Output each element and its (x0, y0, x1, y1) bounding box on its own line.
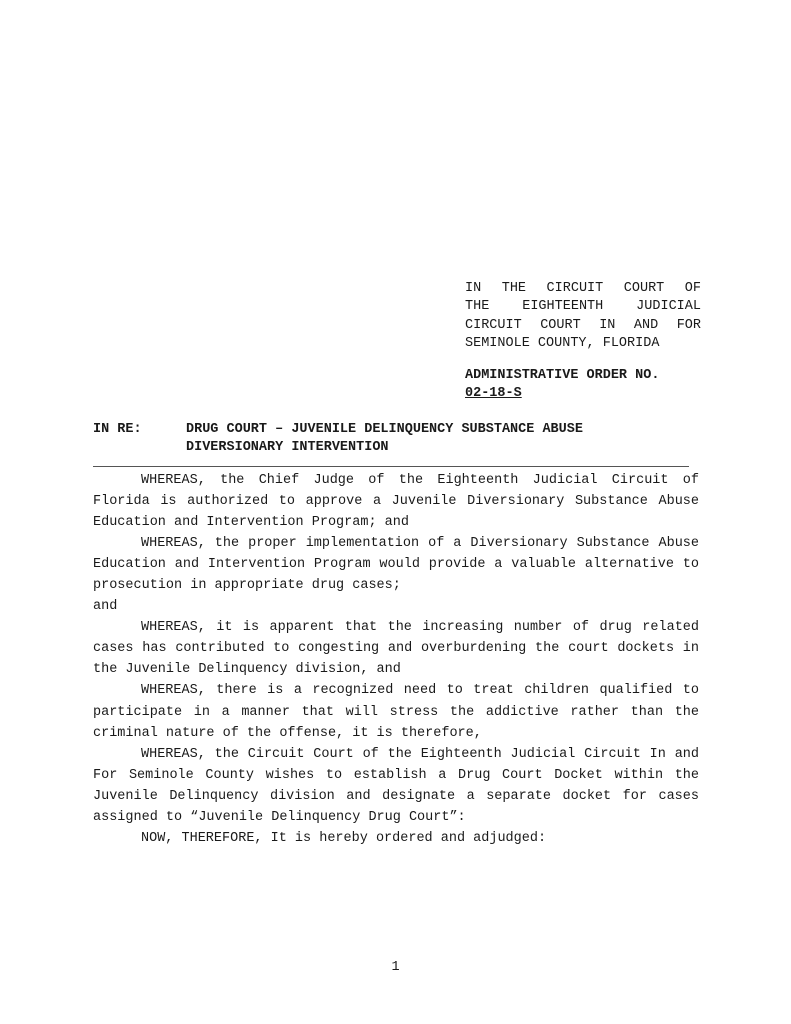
paragraph-continuation: and (93, 599, 118, 615)
court-heading-line: IN THE CIRCUIT COURT OF (465, 281, 701, 296)
in-re-title-line: DIVERSIONARY INTERVENTION (186, 440, 389, 455)
court-heading-line: SEMINOLE COUNTY, FLORIDA (465, 335, 660, 351)
horizontal-rule (93, 466, 689, 467)
in-re-label: IN RE: (93, 422, 142, 437)
in-re-title (186, 421, 706, 457)
order-body (93, 470, 699, 849)
court-heading-line: CIRCUIT COURT IN AND FOR (465, 317, 701, 333)
whereas-paragraph: WHEREAS, the proper implementation of a Diversionary Substance Abuse Education and Intervention Program would provide a valuable alternative to prosecution in appropriate drug cases; (93, 536, 699, 594)
court-heading-line: THE EIGHTEENTH JUDICIAL (465, 299, 701, 315)
whereas-paragraph: WHEREAS, the Circuit Court of the Eighteenth Judicial Circuit In and For Seminole County wishes to establish a Drug Court Docket within the Juvenile Delinquency division and designate a separate docket for cases assigned to “Juvenile Delinquency Drug Court”: (93, 746, 699, 825)
whereas-paragraph: WHEREAS, there is a recognized need to treat children qualified to participate in a manner that will stress the addictive rather than the criminal nature of the offense, it is therefore, (93, 683, 699, 741)
order-number: 02-18-S (465, 386, 522, 402)
order-paragraph: NOW, THEREFORE, It is hereby ordered and adjudged: (141, 830, 547, 846)
court-heading (465, 280, 701, 353)
administrative-order-heading (465, 367, 701, 404)
in-re-title-line: DRUG COURT – JUVENILE DELINQUENCY SUBSTANCE ABUSE (186, 422, 583, 437)
order-label: ADMINISTRATIVE ORDER NO. (465, 368, 660, 383)
whereas-paragraph: WHEREAS, it is apparent that the increasing number of drug related cases has contributed to congesting and overburdening the court dockets in the Juvenile Delinquency division, and (93, 620, 699, 678)
page-number: 1 (391, 960, 400, 975)
whereas-paragraph: WHEREAS, the Chief Judge of the Eighteenth Judicial Circuit of Florida is authorized to approve a Juvenile Diversionary Substance Abuse Education and Intervention Program; and (93, 473, 699, 531)
